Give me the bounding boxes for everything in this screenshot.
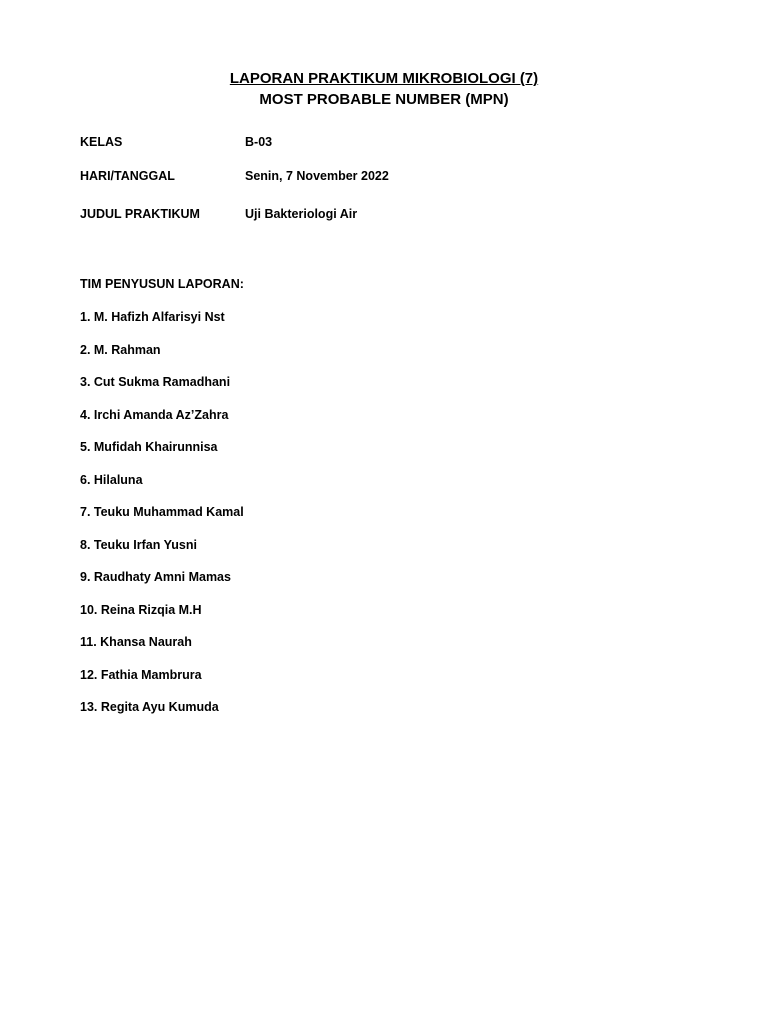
report-subtitle: MOST PROBABLE NUMBER (MPN) [259, 91, 509, 108]
team-member: 8. Teuku Irfan Yusni [80, 537, 197, 552]
field-label: KELAS [80, 135, 123, 149]
team-member: 9. Raudhaty Amni Mamas [80, 570, 231, 584]
field-value: Senin, 7 November 2022 [245, 169, 389, 183]
field-judul-praktikum [80, 206, 680, 222]
team-member: 12. Fathia Mambrura [80, 667, 202, 682]
team-member: 6. Hilaluna [80, 472, 143, 487]
team-heading: TIM PENYUSUN LAPORAN: [80, 277, 244, 291]
field-hari-tanggal [80, 168, 680, 184]
report-title: LAPORAN PRAKTIKUM MIKROBIOLOGI (7) [229, 70, 539, 87]
team-member: 10. Reina Rizqia M.H [80, 602, 202, 617]
field-value: B-03 [245, 135, 273, 149]
field-label: JUDUL PRAKTIKUM [80, 207, 200, 221]
team-member: 5. Mufidah Khairunnisa [80, 440, 218, 454]
team-member: 1. M. Hafizh Alfarisyi Nst [80, 310, 225, 324]
team-member-list [80, 309, 244, 732]
team-member: 13. Regita Ayu Kumuda [80, 700, 219, 714]
field-kelas [80, 134, 680, 150]
team-member: 2. M. Rahman [80, 342, 161, 357]
team-member: 7. Teuku Muhammad Kamal [80, 505, 244, 519]
field-value: Uji Bakteriologi Air [245, 207, 358, 221]
team-member: 3. Cut Sukma Ramadhani [80, 375, 231, 389]
team-member: 11. Khansa Naurah [80, 635, 192, 649]
field-label: HARI/TANGGAL [80, 169, 175, 183]
team-member: 4. Irchi Amanda Az’Zahra [80, 407, 229, 422]
